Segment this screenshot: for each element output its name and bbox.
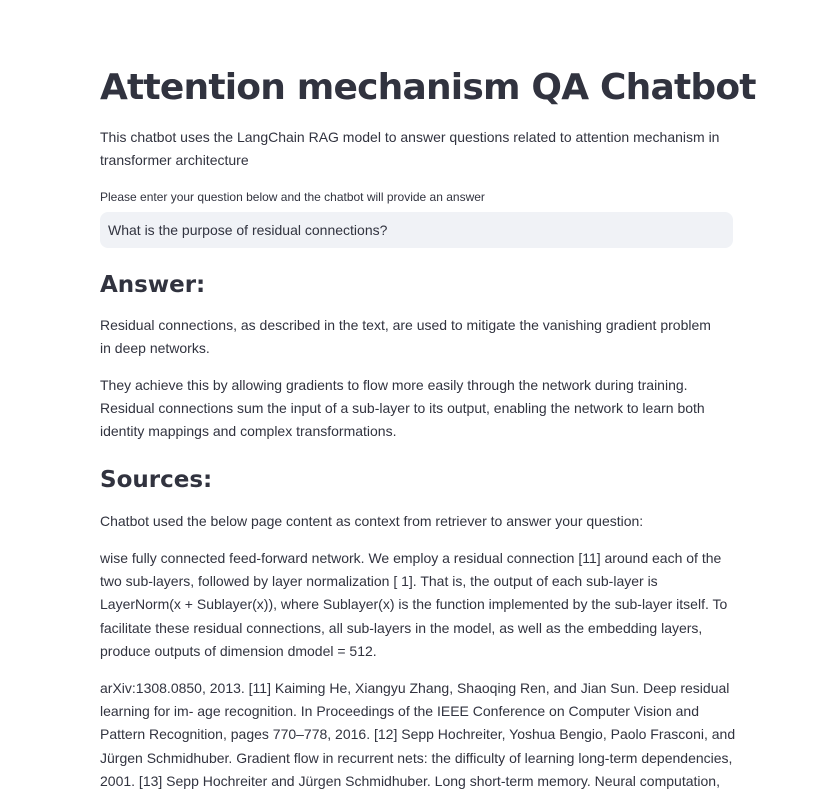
page-title: Attention mechanism QA Chatbot [100, 67, 756, 108]
question-input[interactable] [100, 212, 733, 248]
sources-heading: Sources: [100, 467, 213, 493]
page-description: This chatbot uses the LangChain RAG model to answer questions related to attention mechanism in transformer architecture [100, 129, 720, 169]
source-document: wise fully connected feed-forward network. We employ a residual connection [11] around each of the two sub-layers, followed by layer normalization [ 1]. That is, the output of each sub-layer is LayerNorm(x + Sublayer(x)), where Sublayer(x) is the function implemented by the sub-layer itself. To facilitate these residual connections, all sub-layers in the model, as well as the embedding layers, produce outputs of dimension dmodel = 512. [100, 550, 728, 659]
source-document: arXiv:1308.0850, 2013. [11] Kaiming He, Xiangyu Zhang, Shaoqing Ren, and Jian Sun. Deep residual learning for im- age recognition. In Proceedings of the IEEE Conference on Computer Vision and Pattern Recognition, pages 770–778, 2016. [12] Sepp Hochreiter, Yoshua Bengio, Paolo Frasconi, and Jürgen Schmidhuber. Gradient flow in recurrent nets: the difficulty of learning long-term dependencies, 2001. [13] Sepp Hochreiter and Jürgen Schmidhuber. Long short-term memory. Neural computation, [100, 680, 736, 789]
answer-heading: Answer: [100, 272, 206, 298]
question-label: Please enter your question below and the chatbot will provide an answer [100, 190, 485, 204]
answer-paragraph: They achieve this by allowing gradients to flow more easily through the network during training. Residual connections sum the input of a sub-layer to its output, enabling the network to learn both identity mappings and complex transformations. [100, 377, 705, 440]
sources-intro: Chatbot used the below page content as context from retriever to answer your question: [100, 513, 644, 529]
answer-paragraph: Residual connections, as described in the text, are used to mitigate the vanishing gradient problem in deep networks. [100, 317, 711, 357]
